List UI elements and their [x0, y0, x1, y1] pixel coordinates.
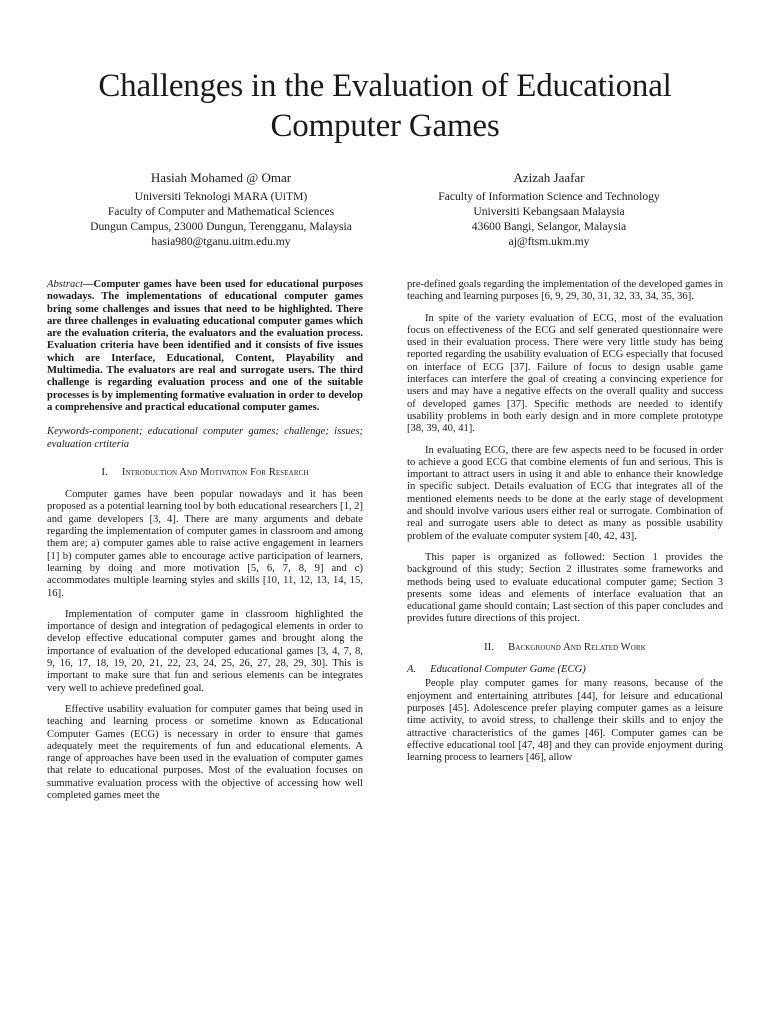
keywords: Keywords-component; educational computer games; challenge; issues; evaluation crtiteria	[47, 426, 363, 450]
section-heading-1	[47, 467, 363, 479]
body-paragraph: pre-defined goals regarding the implementation of the developed games in teaching and learning purposes [6, 9, 29, 30, 31, 32, 33, 34, 35, 36].	[407, 279, 723, 303]
body-paragraph: This paper is organized as followed: Section 1 provides the background of this study; Section 2 illustrates some frameworks and methods being used to evaluate educational computer game; Section 3 presents some ideas and elements of interface evaluation that an educational game should contain; Last section of this paper concludes and provides future directions of this project.	[407, 551, 723, 625]
author-email: hasia980@tganu.uitm.edu.my	[151, 235, 291, 248]
body-paragraph: Effective usability evaluation for computer games that being used in teaching and learning process or sometime known as Educational Computer Games (ECG) is necessary in order to ensure that games adequately meet the requirements of fun and educational elements. A range of approaches have been used in the evaluation of computer games that relate to educational purposes. Most of the evaluation focuses on summative evaluation process with the objective of accessing how well completed games meet the	[47, 703, 363, 801]
author-1	[57, 170, 385, 249]
author-affiliation-line: 43600 Bangi, Selangor, Malaysia	[471, 220, 627, 233]
subsection-title: Educational Computer Game (ECG)	[430, 664, 586, 676]
subsection-number: A.	[407, 664, 417, 676]
body-paragraph: Implementation of computer game in classroom highlighted the importance of design and integration of pedagogical elements in order to develop effective educational computer games and brought along the importance of evaluation of the developed educational games [3, 4, 7, 8, 9, 16, 17, 18, 19, 20, 21, 22, 23, 24, 25, 26, 27, 28, 29, 30]. This is important to make sure that fun and serious elements can be integrates very well to achieve predefined goal.	[47, 608, 363, 694]
author-block	[47, 170, 723, 249]
body-paragraph: In evaluating ECG, there are few aspects need to be focused in order to achieve a good ECG that combine elements of fun and serious. This is important to attract users in using it and able to enhance their knowledge in specific subject. Details evaluation of ECG that integrates all of the mentioned elements needs to be done at the early stage of development and should involve various users either real or surrogate. Combination of real and surrogate users able to detect as many as possible usability problem of the evaluate computer system [40, 42, 43].	[407, 444, 723, 542]
subsection-heading-a	[407, 664, 723, 676]
abstract-lead: Abstract	[47, 279, 83, 290]
author-2	[385, 170, 713, 249]
left-column	[47, 279, 363, 811]
author-affiliation-line: Faculty of Computer and Mathematical Sciences	[107, 205, 335, 218]
author-affiliation-line: Universiti Kebangsaan Malaysia	[473, 205, 625, 218]
section-title: Introduction And Motivation For Research	[121, 466, 309, 478]
body-paragraph: Computer games have been popular nowadays and it has been proposed as a potential learning tool by both educational researchers [1, 2] and game developers [3, 4]. There are many arguments and debate regarding the implementation of computer games in classroom and among them are; a) computer games able to raise active engagement in learners [1] b) computer games able to encourage active participation of learners, learning by doing and more motivation [5, 6, 7, 8, 9] and c) accommodates multiple learning styles and skills [10, 11, 12, 13, 14, 15, 16].	[47, 489, 363, 599]
author-affiliation-line: Universiti Teknologi MARA (UiTM)	[134, 190, 308, 203]
abstract-body: —Computer games have been used for educational purposes nowadays. The implementations of educational computer games bring some challenges and issues that need to be highlighted. There are three challenges in evaluating educational computer games which are the evaluation criteria, the evaluators and the evaluation process. Evaluation criteria have been identified and it consists of five issues which are Interface, Educational, Content, Playability and Multimedia. The evaluators are real and surrogate users. The third challenge is regarding evaluation process and one of the suitable processes is by implementing formative evaluation in order to develop a comprehensive and practical educational computer games.	[47, 279, 363, 413]
body-columns	[47, 279, 723, 811]
author-affiliation-line: Dungun Campus, 23000 Dungun, Terengganu, Malaysia	[90, 220, 352, 233]
right-column	[407, 279, 723, 811]
author-name: Hasiah Mohamed @ Omar	[150, 170, 292, 185]
body-paragraph: People play computer games for many reasons, because of the enjoyment and entertaining attributes [44], for leisure and educational purposes [45]. Adolescence prefer playing computer games as a leisure time activity, to avoid stress, to challenge their skills and to enjoy the attractive characteristics of the games [46]. Computer games can be effective educational tool [47, 48] and they can provide enjoyment during learning process to learners [46], allow	[407, 678, 723, 764]
author-affiliation-line: Faculty of Information Science and Technology	[438, 190, 660, 203]
paper-title: Challenges in the Evaluation of Educational Computer Games	[98, 68, 672, 144]
section-number: I.	[101, 466, 108, 478]
section-heading-2	[407, 642, 723, 654]
body-paragraph: In spite of the variety evaluation of ECG, most of the evaluation focus on effectiveness of the ECG and self generated questionnaire were used in their evaluation process. There were very little study has being reported regarding the usability evaluation of ECG especially that focused on interface of ECG [37]. Failure of focus to design usable game interfaces can interfere the goal of creating a convincing experience for users and may have a negative effects on the overall quality and success of developed games [37]. Specific methods are needed to identify usability problems in both early design and in more complete prototype [38, 39, 40, 41].	[407, 312, 723, 435]
section-title: Background And Related Work	[508, 641, 646, 653]
author-name: Azizah Jaafar	[513, 170, 585, 185]
section-number: II.	[484, 641, 495, 653]
abstract	[47, 279, 363, 414]
author-email: aj@ftsm.ukm.my	[508, 235, 590, 248]
